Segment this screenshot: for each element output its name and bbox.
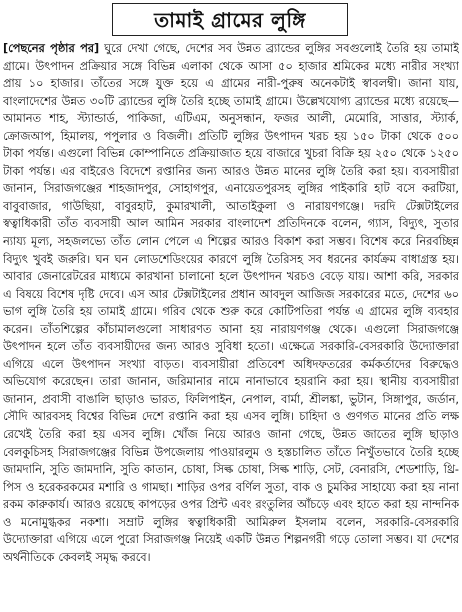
continued-label: [পেছনের পৃষ্ঠার পর]: [3, 42, 100, 55]
article-text: ঘুরে দেখা গেছে, দেশের সব উন্নত ব্র্যান্ডের লুঙ্গির সবগুলোই তৈরি হয় তামাই গ্রামে। উৎপাদন প্রক্রিয়ার সঙ্গে বিভিন্ন এলাকা থেকে আসা ৫০ হাজার শ্রমিকের মধ্যে নারীর সংখ্যা প্রায় ১০ হাজার। তাঁতের সঙ্গে যুক্ত হয়ে এ গ্রামের নারী-পুরুষ অনেকটাই স্বাবলম্বী। জানা যায়, বাংলাদেশের উন্নত ৩০টি ব্র্যান্ডের লুঙ্গি তৈরি হচ্ছে তামাই গ্রামে। উল্লেখযোগ্য ব্র্যান্ডের মধ্যে রয়েছে— আমানত শাহ, স্ট্যান্ডার্ড, পাকিজা, এটিএম, অনুসন্ধান, ফজর আলী, মেমোরি, সাত্তার, স্ট্যার্ক, ক্রোজআপ, হিমালয়, পপুলার ও বিজলী। প্রতিটি লুঙ্গির উৎপাদন খরচ হয় ১৫০ টাকা থেকে ৫০০ টাকা পর্যন্ত। এগুলো বিভিন্ন কোম্পানিতে প্রক্রিয়াজাত হয়ে বাজারে খুচরা বিক্রি হয় ২৫০ থেকে ১২৫০ টাকা পর্যন্ত। এর বাইরেও বিদেশে রপ্তানির জন্য আরও উন্নত মানের লুঙ্গি তৈরি করা হয়। ব্যবসায়ীরা জানান, সিরাজগঞ্জের শাহজাদপুর, সোহাগপুর, এনায়েতপুরসহ লুঙ্গির পাইকারি হাট বসে করটিয়া, বাবুবাজার, গাউছিয়া, বাবুরহাট, কুমারখালী, আতাইকুলা ও নারায়ণগঞ্জে। দরদি টেক্সটাইলের স্বত্বাধিকারী তাঁত ব্যবসায়ী আল আমিন সরকার বাংলাদেশ প্রতিদিনকে বলেন, গ্যাস, বিদ্যুৎ, সুতার ন্যায্য মূল্য, সহজলভ্যে তাঁত লোন পেলে এ শিল্পের আরও বিকাশ করা সম্ভব। বিশেষ করে নিরবচ্ছিন্ন বিদ্যুৎ খুবই জরুরি। ঘন ঘন লোডশেডিংয়ের কারণে লুঙ্গি তৈরিসহ সব ধরনের কার্যক্রম বাধাগ্রস্ত হয়। আবার জেনারেটরের মাধ্যমে কারখানা চালানো হলে উৎপাদন খরচও বেড়ে যায়। আশা করি, সরকার এ বিষয়ে বিশেষ দৃষ্টি দেবে। এস আর টেক্সটাইলের প্রধান আবদুল আজিজ সরকারের মতে, দেশের ৬০ ভাগ লুঙ্গি তৈরি হয় তামাই গ্রামে। গরিব থেকে শুরু করে কোটিপতিরা পর্যন্ত এ গ্রামের লুঙ্গি ব্যবহার করেন। তাঁতশিল্পের কাঁচামালগুলো সাধারণত আনা হয় নারায়ণগঞ্জ থেকে। এগুলো সিরাজগঞ্জে উৎপাদন হলে তাঁত ব্যবসায়ীদের জন্য আরও সুবিধা হতো। এক্ষেত্রে সরকারি-বেসরকারি উদ্যোক্তারা এগিয়ে এলে উৎপাদন সংখ্যা বাড়ত। ব্যবসায়ীরা প্রতিবেশ অধিদফতরের কর্মকর্তাদের বিরুদ্ধেও অভিযোগ করেছেন। তারা জানান, জরিমানার নামে নানাভাবে হয়রানি করা হয়। স্থানীয় ব্যবসায়ীরা জানান, প্রবাসী বাঙালি ছাড়াও ভারত, ফিলিপাইন, নেপাল, বার্মা, শ্রীলঙ্কা, ভুটান, সিঙ্গাপুর, জর্ডান, সৌদি আরবসহ বিশ্বের বিভিন্ন দেশে রপ্তানি করা হয় এসব লুঙ্গি। চাহিদা ও গুণগত মানের প্রতি লক্ষ রেখেই তৈরি করা হয় এসব লুঙ্গি। খোঁজ নিয়ে আরও জানা গেছে, উন্নত জাতের লুঙ্গি ছাড়াও বেলকুচিসহ সিরাজগঞ্জের বিভিন্ন উপজেলায় পাওয়ারলুম ও হস্তচালিত তাঁতে নিখুঁতভাবে তৈরি হচ্ছে জামদানি, সুতি জামদানি, সুতি কাতান, চোষা, সিল্ক চোষা, সিল্ক শাড়ি, সেট, বেনারসি, শেডশাড়ি, থ্রি-পিস ও হরেকরকমের মশারি ও গামছা। শাড়ির ওপর বর্ণিল সুতা, বাক ও চুমকির সাহায্যে করা হয় নানা রকম কারুকার্য। আরও রয়েছে কাপড়ের ওপর প্রিন্ট এবং রংতুলির আঁচড়ে এবং হাতে করা হয় নান্দনিক ও মনোমুগ্ধকর নকশা। সম্রাট লুঙ্গির স্বত্বাধিকারী আমিরুল ইসলাম বলেন, সরকারি-বেসরকারি উদ্যোক্তারা এগিয়ে এলে পুরো সিরাজগঞ্জ নিয়েই একটি উন্নত শিল্পনগরী গড়ে তোলা সম্ভব। যা দেশের অর্থনীতিকে কেবলই সমৃদ্ধ করবে।: [3, 42, 459, 564]
headline: তামাই গ্রামের লুঙ্গি: [154, 7, 306, 32]
article-body: [3, 40, 459, 608]
headline-box: [112, 3, 348, 36]
